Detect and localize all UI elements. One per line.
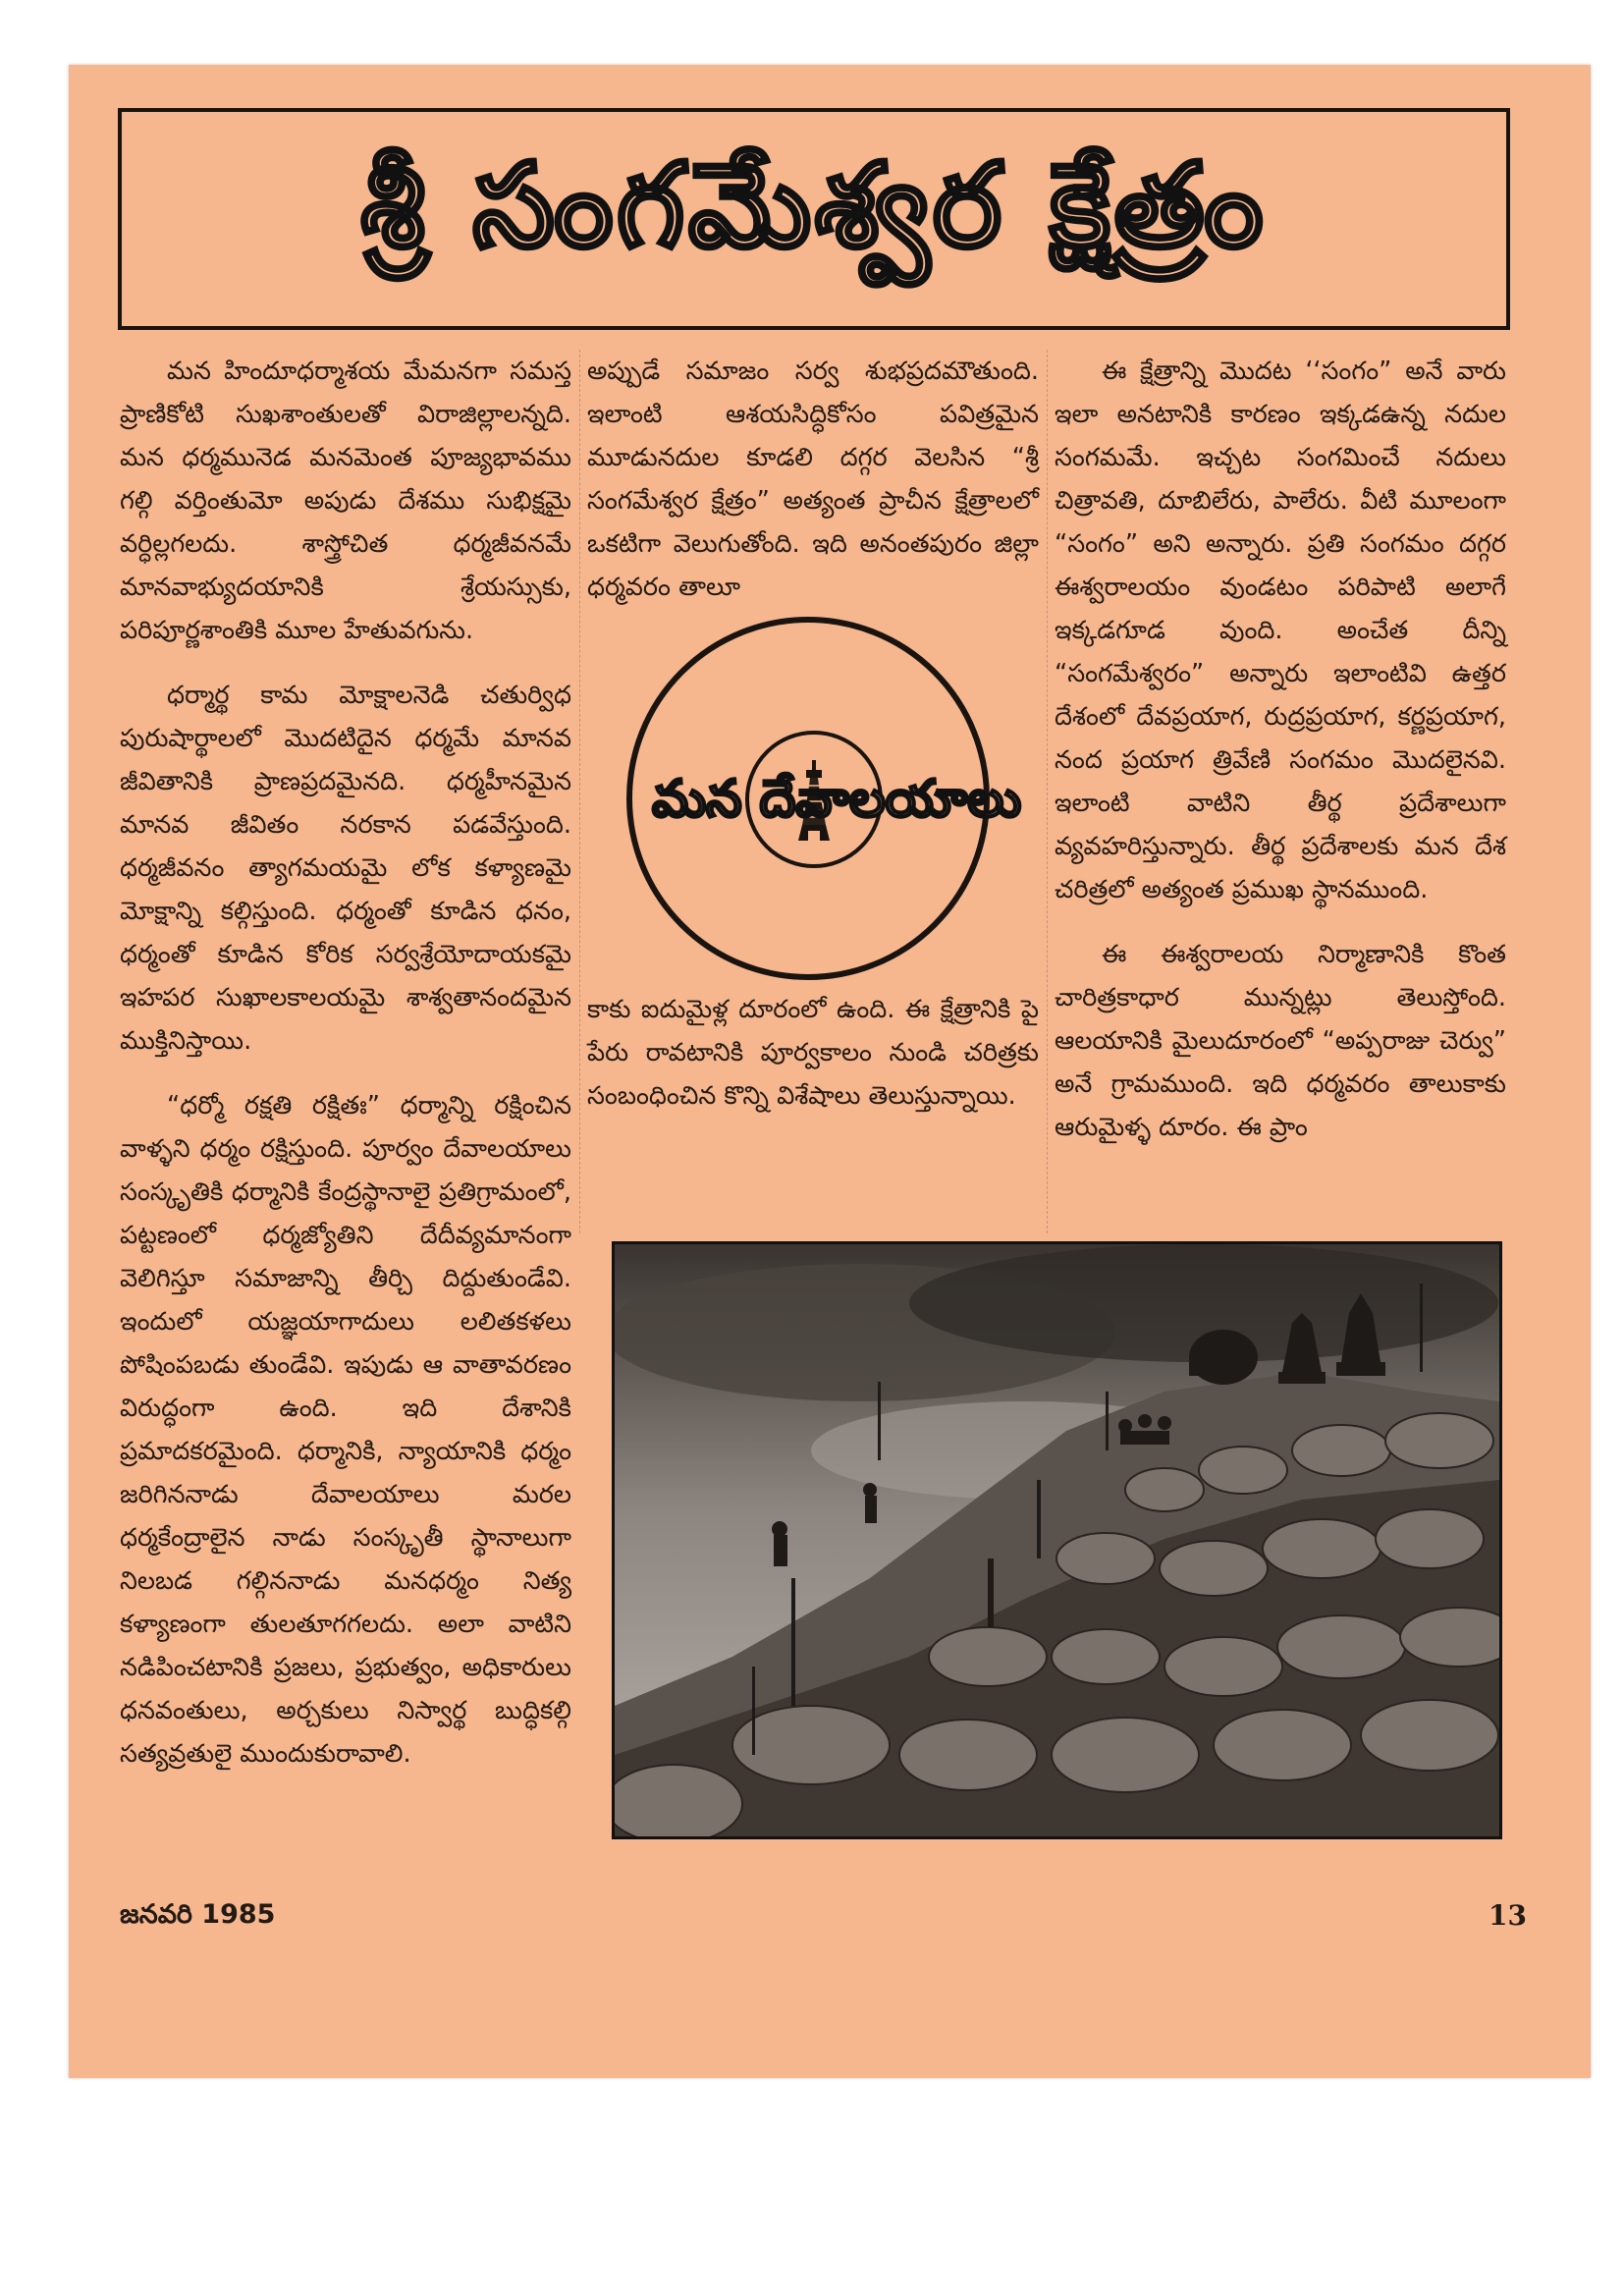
paragraph: ధర్మార్థ కామ మోక్షాలనెడి చతుర్విధ పురుషార్థాలలో మొదటిదైన ధర్మమే మానవ జీవితానికి ప్రాణప్రదమైనది. ధర్మహీనమైన మానవ జీవితం నరకాన పడవేస్తుంది. ధర్మజీవనం త్యాగమయమై లోక కళ్యాణమై మోక్షాన్ని కల్గిస్తుంది. ధర్మంతో కూడిన ధనం, ధర్మంతో కూడిన కోరిక సర్వశ్రేయోదాయకమై ఇహపర సుఖాలకాలయమై శాశ్వతానందమైన ముక్తినిస్తాయి. [120,681,571,1056]
article-column-3 [1055,350,1506,1171]
column-divider [579,350,580,1233]
paragraph: కాకు ఐదుమైళ్ల దూరంలో ఉంది. ఈ క్షేత్రానికి పై పేరు రావటానికి పూర్వకాలం నుండి చరిత్రకు సంబంధించిన కొన్ని విశేషాలు తెలుస్తున్నాయి. [587,995,1039,1111]
logo-text: మన దేవాలయాలు [652,770,1022,829]
page-number: 13 [1489,1899,1527,1932]
article-column-1 [120,350,571,1797]
temple-hill-photo [612,1241,1502,1839]
paragraph: “ధర్మో రక్షతి రక్షితః” ధర్మాన్ని రక్షించిన వాళ్ళని ధర్మం రక్షిస్తుంది. పూర్వం దేవాలయాలు సంస్కృతికి ధర్మానికి కేంద్రస్థానాలై ప్రతిగ్రామంలో, పట్టణంలో ధర్మజ్యోతిని దేదీవ్యమానంగా వెలిగిస్తూ సమాజాన్ని తీర్చి దిద్దుతుండేవి. ఇందులో యజ్ఞయాగాదులు లలితకళలు పోషింపబడు తుండేవి. ఇపుడు ఆ వాతావరణం విరుద్ధంగా ఉంది. ఇది దేశానికి ప్రమాదకరమైంది. ధర్మానికి, న్యాయానికి ధర్మం జరిగిననాడు దేవాలయాలు మరల ధర్మకేంద్రాలైన నాడు సంస్కృతీ స్థానాలుగా నిలబడ గల్గిననాడు మనధర్మం నిత్య కళ్యాణంగా తులతూగగలదు. అలా వాటిని నడిపించటానికి ప్రజలు, ప్రభుత్వం, అధికారులు ధనవంతులు, అర్చకులు నిస్వార్థ బుద్ధికల్గి సత్యవ్రతులై ముందుకురావాలి. [120,1091,571,1769]
paragraph: మన హిందూధర్మాశయ మేమనగా సమస్త ప్రాణికోటి సుఖశాంతులతో విరాజిల్లాలన్నది. మన ధర్మమునెడ మనమెంత పూజ్యభావము గల్గి వర్తింతుమో అపుడు దేశము సుభిక్షమై వర్ధిల్లగలదు. శాస్త్రోచిత ధర్మజీవనమే మానవాభ్యుదయానికి శ్రేయస్సుకు, పరిపూర్ణశాంతికి మూల హేతువగును. [120,356,571,645]
article-column-2-top [587,350,1039,630]
issue-date: జనవరి 1985 [120,1899,276,1930]
article-title: శ్రీ సంగమేశ్వర క్షేత్రం [360,137,1268,273]
section-logo [626,617,1022,980]
column-divider [1047,350,1048,1233]
paragraph: ఈ క్షేత్రాన్ని మొదట ‘‘సంగం” అనే వారు ఇలా అనటానికి కారణం ఇక్కడఉన్న నదుల సంగమమే. ఇచ్చట సంగమించే నదులు చిత్రావతి, దూబిలేరు, పాలేరు. వీటి మూలంగా “సంగం” అని అన్నారు. ప్రతి సంగమం దగ్గర ఈశ్వరాలయం వుండటం పరిపాటి అలాగే ఇక్కడగూడ వుంది. అంచేత దీన్ని “సంగమేశ్వరం” అన్నారు ఇలాంటివి ఉత్తర దేశంలో దేవప్రయాగ, రుద్రప్రయాగ, కర్ణప్రయాగ, నంద ప్రయాగ త్రివేణి సంగమం మొదలైనవి. ఇలాంటి వాటిని తీర్థ ప్రదేశాలుగా వ్యవహరిస్తున్నారు. తీర్థ ప్రదేశాలకు మన దేశ చరిత్రలో అత్యంత ప్రముఖ స్థానముంది. [1055,356,1506,904]
paragraph: అప్పుడే సమాజం సర్వ శుభప్రదమౌతుంది. ఇలాంటి ఆశయసిద్ధికోసం పవిత్రమైన మూడునదుల కూడలి దగ్గర వెలసిన “శ్రీ సంగమేశ్వర క్షేత్రం” అత్యంత ప్రాచీన క్షేత్రాలలో ఒకటిగా వెలుగుతోంది. ఇది అనంతపురం జిల్లా ధర్మవరం తాలూ [587,356,1039,602]
title-box [118,108,1510,330]
magazine-page [69,65,1591,2078]
article-column-2-bottom [587,988,1039,1139]
paragraph: ఈ ఈశ్వరాలయ నిర్మాణానికి కొంత చారిత్రకాధార మున్నట్లు తెలుస్తోంది. ఆలయానికి మైలుదూరంలో “అప్పరాజు చెర్వు” అనే గ్రామముంది. ఇది ధర్మవరం తాలుకాకు ఆరుమైళ్ళ దూరం. ఈ ప్రాం [1055,940,1506,1142]
